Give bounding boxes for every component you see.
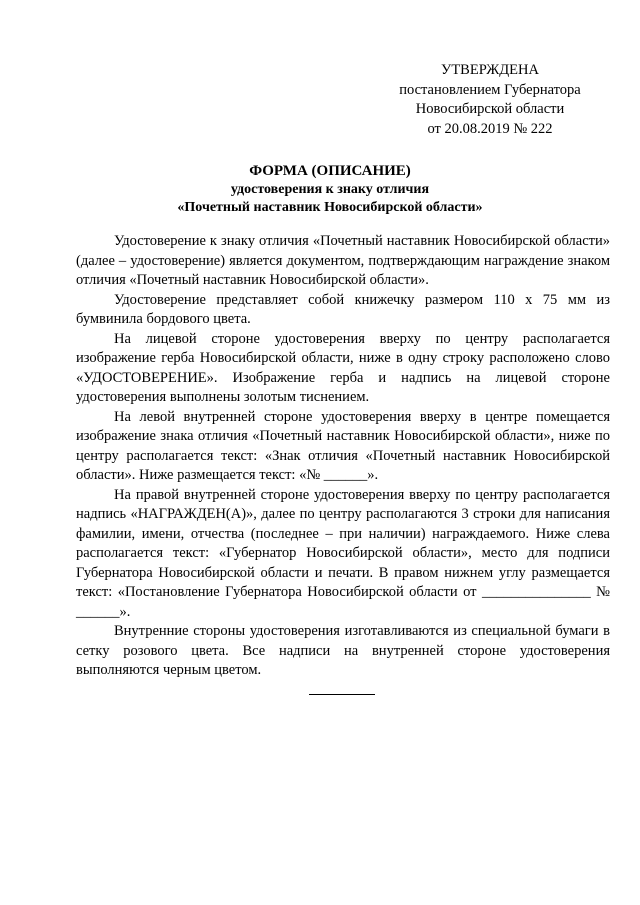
paragraph-definition: Удостоверение к знаку отличия «Почетный наставник Новосибирской области» (далее – удостоверение) является документом, подтверждающим награждение знаком отличия «Почетный наставник Новосибирской области». <box>76 233 610 288</box>
document-body <box>76 232 610 681</box>
approval-line-decree: постановлением Губернатора <box>399 81 581 98</box>
paragraph-left-inner-side: На левой внутренней стороне удостоверения вверху в центре помещается изображение знака отличия «Почетный наставник Новосибирской области», ниже по центру располагается текст: «Знак отличия «Почетный наставник Новосибирской области». Ниже размещается текст: «№ ______». <box>76 408 610 483</box>
document-subtitle-1: удостоверения к знаку отличия <box>230 181 430 197</box>
paragraph-inner-paper: Внутренние стороны удостоверения изготавливаются из специальной бумаги в сетку розового цвета. Все надписи на внутренней стороне удостоверения выполняются черным цветом. <box>76 623 610 678</box>
end-of-document-rule <box>309 694 375 695</box>
approval-stamp <box>380 61 600 139</box>
document-subtitle-2: «Почетный наставник Новосибирской области» <box>177 200 483 215</box>
approval-line-date-number: от 20.08.2019 № 222 <box>427 120 553 137</box>
paragraph-front-side: На лицевой стороне удостоверения вверху по центру располагается изображение герба Новосибирской области, ниже в одну строку расположено слово «УДОСТОВЕРЕНИЕ». Изображение герба и надпись на лицевой стороне удостоверения выполнены золотым тиснением. <box>76 330 610 405</box>
document-title: ФОРМА (ОПИСАНИЕ) <box>249 163 411 179</box>
paragraph-size-material: Удостоверение представляет собой книжечку размером 110 х 75 мм из бумвинила бордового цвета. <box>76 291 610 327</box>
approval-line-approved: УТВЕРЖДЕНА <box>441 62 539 78</box>
paragraph-right-inner-side: На правой внутренней стороне удостоверения вверху по центру располагается надпись «НАГРАЖДЕН(А)», далее по центру располагаются 3 строки для написания фамилии, имени, отчества (последнее – при наличии) награждаемого. Ниже слева располагается текст: «Губернатор Новосибирской области», место для подписи Губернатора Новосибирской области и печати. В правом нижнем углу размещается текст: «Постановление Губернатора Новосибирской области от _______________ № ______». <box>76 486 610 620</box>
approval-line-region: Новосибирской области <box>415 101 565 117</box>
document-heading <box>70 162 590 218</box>
